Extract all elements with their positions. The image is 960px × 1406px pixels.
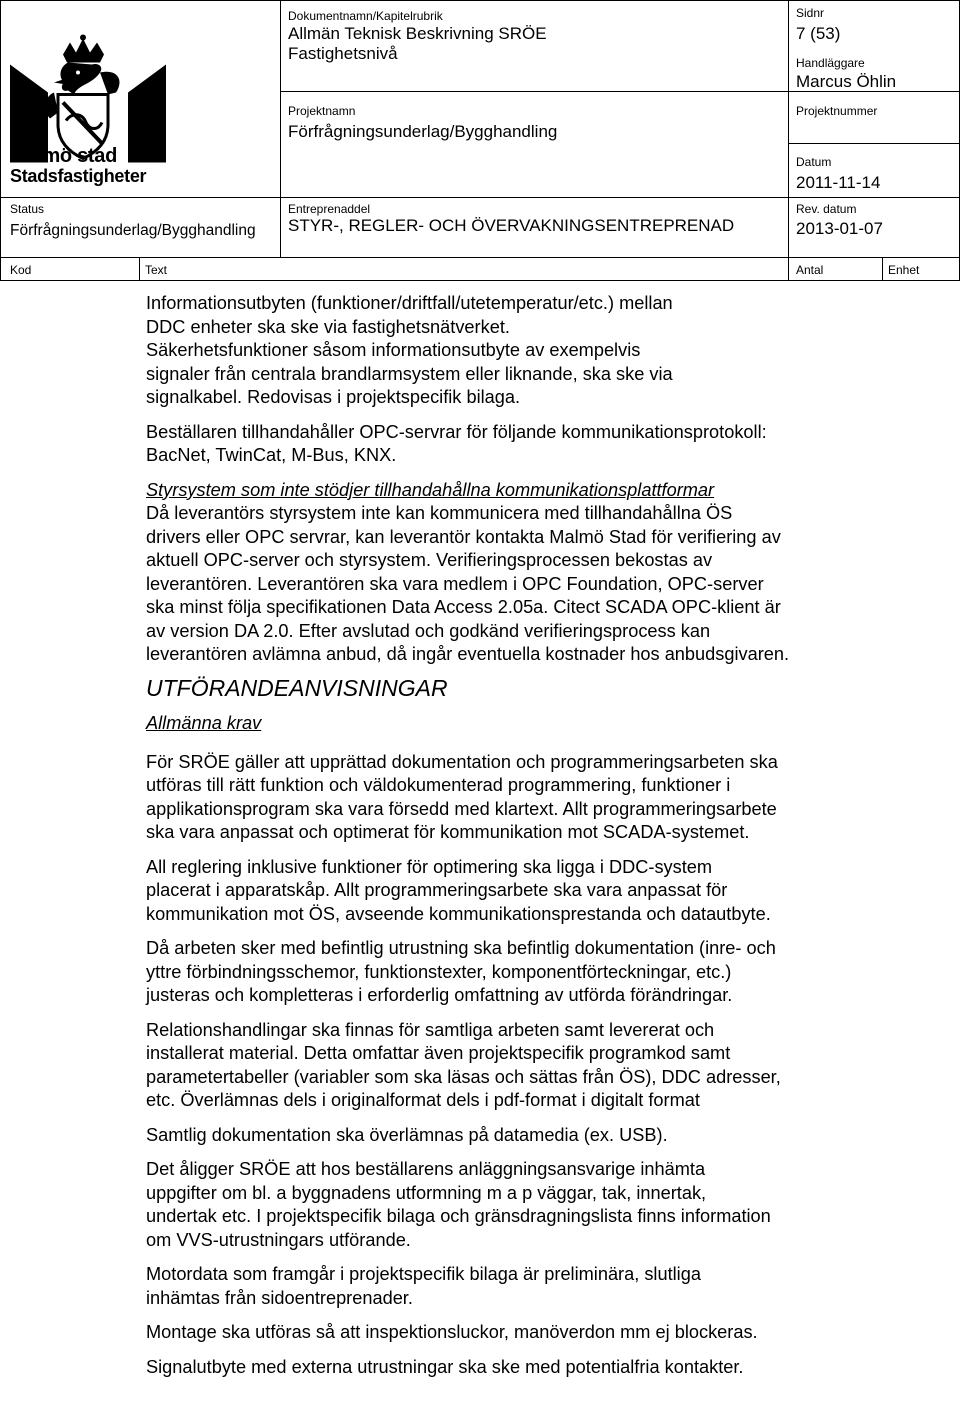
- text-line: etc. Överlämnas dels i originalformat dels i pdf-format i digitalt format: [146, 1090, 700, 1110]
- text-line: parametertabeller (variabler som ska läsas och sättas från ÖS), DDC adresser,: [146, 1066, 781, 1087]
- paragraph-existing-equipment: [146, 937, 946, 1008]
- text-line: aktuell OPC-server och styrsystem. Verifieringsprocessen bekostas av: [146, 550, 713, 570]
- text-line: Informationsutbyten (funktioner/driftfall/utetemperatur/etc.) mellan: [146, 293, 673, 313]
- text-line: Då arbeten sker med befintlig utrustning ska befintlig dokumentation (inre- och: [146, 938, 776, 958]
- text-line: Beställaren tillhandahåller OPC-servrar för följande kommunikationsprotokoll:: [146, 421, 767, 442]
- text-line: Motordata som framgår i projektspecifik bilaga är preliminära, slutliga: [146, 1264, 701, 1284]
- header-left-border: [0, 0, 1, 281]
- revision-date-label: Rev. datum: [796, 202, 857, 216]
- text-line: Det åligger SRÖE att hos beställarens anläggningsansvarige inhämta: [146, 1159, 706, 1179]
- page-number-value: 7 (53): [796, 24, 841, 43]
- header-divider-columns: [0, 257, 960, 258]
- text-line: kommunikation mot ÖS, avseende kommunikationsprestanda och datautbyte.: [146, 903, 771, 924]
- handler-value: Marcus Öhlin: [796, 72, 897, 91]
- doc-name-value-2: Fastighetsnivå: [288, 44, 398, 63]
- paragraph-signal-exchange: [146, 1356, 946, 1380]
- contract-part-label: Entreprenaddel: [288, 202, 371, 216]
- text-line: ska vara anpassat och optimerat för kommunikation mot SCADA-systemet.: [146, 822, 750, 842]
- subsection-title: Allmänna krav: [146, 712, 262, 733]
- text-line: signalkabel. Redovisas i projektspecifik bilaga.: [146, 387, 521, 407]
- revision-date-value: 2013-01-07: [796, 219, 883, 238]
- doc-name-value-1: Allmän Teknisk Beskrivning SRÖE: [288, 24, 547, 43]
- column-enhet: Enhet: [888, 263, 920, 277]
- header-col-divider-enhet: [882, 258, 883, 281]
- paragraph-opc-servers: [146, 421, 946, 468]
- paragraph-relation-documents: [146, 1019, 946, 1113]
- paragraph-installation: [146, 1321, 946, 1345]
- column-kod: Kod: [10, 263, 32, 277]
- text-line: drivers eller OPC servrar, kan leverantör kontakta Malmö Stad för verifiering av: [146, 526, 781, 547]
- text-line: applikationsprogram ska vara försedd med klartext. Allt programmeringsarbete: [146, 798, 777, 819]
- document-body: [146, 292, 946, 1379]
- header-col-divider-2: [788, 0, 789, 258]
- text-line: Då leverantörs styrsystem inte kan kommunicera med tillhandahållna ÖS: [146, 503, 733, 523]
- project-number-label: Projektnummer: [796, 104, 878, 118]
- page-number-label: Sidnr: [796, 6, 825, 20]
- header-bottom-border: [0, 280, 960, 281]
- project-name-value: Förfrågningsunderlag/Bygghandling: [288, 122, 558, 141]
- text-line: signaler från centrala brandlarmsystem eller liknande, ska ske via: [146, 363, 673, 384]
- header-col-divider-kod: [139, 258, 140, 281]
- section-title: UTFÖRANDEANVISNINGAR: [146, 674, 448, 701]
- text-line: leverantören. Leverantören ska vara medlem i OPC Foundation, OPC-server: [146, 573, 764, 594]
- header-divider-date: [788, 143, 960, 144]
- document-header: [0, 0, 960, 281]
- column-antal: Antal: [796, 263, 824, 277]
- text-line: DDC enheter ska ske via fastighetsnätverket.: [146, 316, 510, 337]
- paragraph-documentation-programming: [146, 751, 946, 845]
- text-line: av version DA 2.0. Efter avslutad och godkänd verifieringsprocess kan: [146, 620, 711, 641]
- text-line: Relationshandlingar ska finnas för samtliga arbeten samt levererat och: [146, 1019, 715, 1040]
- paragraph-datamedia: [146, 1124, 946, 1148]
- header-col-divider-antal: [788, 258, 789, 281]
- text-line: ska minst följa specifikationen Data Access 2.05a. Citect SCADA OPC-klient är: [146, 597, 781, 617]
- text-line: Signalutbyte med externa utrustningar ska ske med potentialfria kontakter.: [146, 1356, 744, 1377]
- header-col-divider-1: [280, 0, 281, 258]
- handler-label: Handläggare: [796, 56, 865, 70]
- paragraph-motor-data: [146, 1263, 946, 1310]
- header-divider-status: [0, 197, 960, 198]
- paragraph-unsupported-control-systems: [146, 479, 946, 667]
- text-line: placerat i apparatskåp. Allt programmeringsarbete ska vara anpassat för: [146, 880, 728, 900]
- text-line: installerat material. Detta omfattar även projektspecifik programkod samt: [146, 1043, 731, 1063]
- text-line: Samtlig dokumentation ska överlämnas på datamedia (ex. USB).: [146, 1124, 668, 1145]
- text-line: om VVS-utrustningars utförande.: [146, 1229, 411, 1250]
- text-line: För SRÖE gäller att upprättad dokumentation och programmeringsarbeten ska: [146, 751, 778, 772]
- project-name-label: Projektnamn: [288, 104, 356, 118]
- text-line: Montage ska utföras så att inspektionsluckor, manöverdon mm ej blockeras.: [146, 1322, 758, 1342]
- status-value: Förfrågningsunderlag/Bygghandling: [10, 222, 256, 239]
- text-line: undertak etc. I projektspecifik bilaga och gränsdragningslista finns information: [146, 1206, 771, 1226]
- paragraph-regulation-ddc: [146, 856, 946, 927]
- date-label: Datum: [796, 155, 832, 169]
- text-line: utföras till rätt funktion och väldokumenterad programmering, funktioner i: [146, 775, 731, 795]
- paragraph-building-information: [146, 1158, 946, 1252]
- text-line: Säkerhetsfunktioner såsom informationsutbyte av exempelvis: [146, 340, 641, 360]
- logo-text-stadsfastigheter: Stadsfastigheter: [10, 166, 147, 186]
- paragraph-info-exchange: [146, 292, 946, 410]
- text-line: BacNet, TwinCat, M-Bus, KNX.: [146, 445, 397, 465]
- doc-name-label: Dokumentnamn/Kapitelrubrik: [288, 9, 443, 23]
- text-line: leverantören avlämna anbud, då ingår eventuella kostnader hos anbudsgivaren.: [146, 644, 790, 664]
- text-line: uppgifter om bl. a byggnadens utformning m a p väggar, tak, innertak,: [146, 1182, 707, 1203]
- text-line: inhämtas från sidoentreprenader.: [146, 1287, 413, 1308]
- column-text: Text: [145, 263, 168, 277]
- date-value: 2011-11-14: [796, 173, 881, 192]
- text-line: yttre förbindningsschemor, funktionstexter, komponentförteckningar, etc.): [146, 961, 732, 982]
- text-line: justeras och kompletteras i erforderlig omfattning av utförda förändringar.: [146, 985, 733, 1005]
- header-top-border: [0, 0, 960, 1]
- contract-part-value: STYR-, REGLER- OCH ÖVERVAKNINGSENTREPRENAD: [288, 216, 735, 235]
- paragraph-heading: Styrsystem som inte stödjer tillhandahållna kommunikationsplattformar: [146, 479, 715, 500]
- logo-text-malmo-stad: Malmö stad: [10, 145, 118, 167]
- status-label: Status: [10, 202, 45, 216]
- text-line: All reglering inklusive funktioner för optimering ska ligga i DDC-system: [146, 856, 713, 877]
